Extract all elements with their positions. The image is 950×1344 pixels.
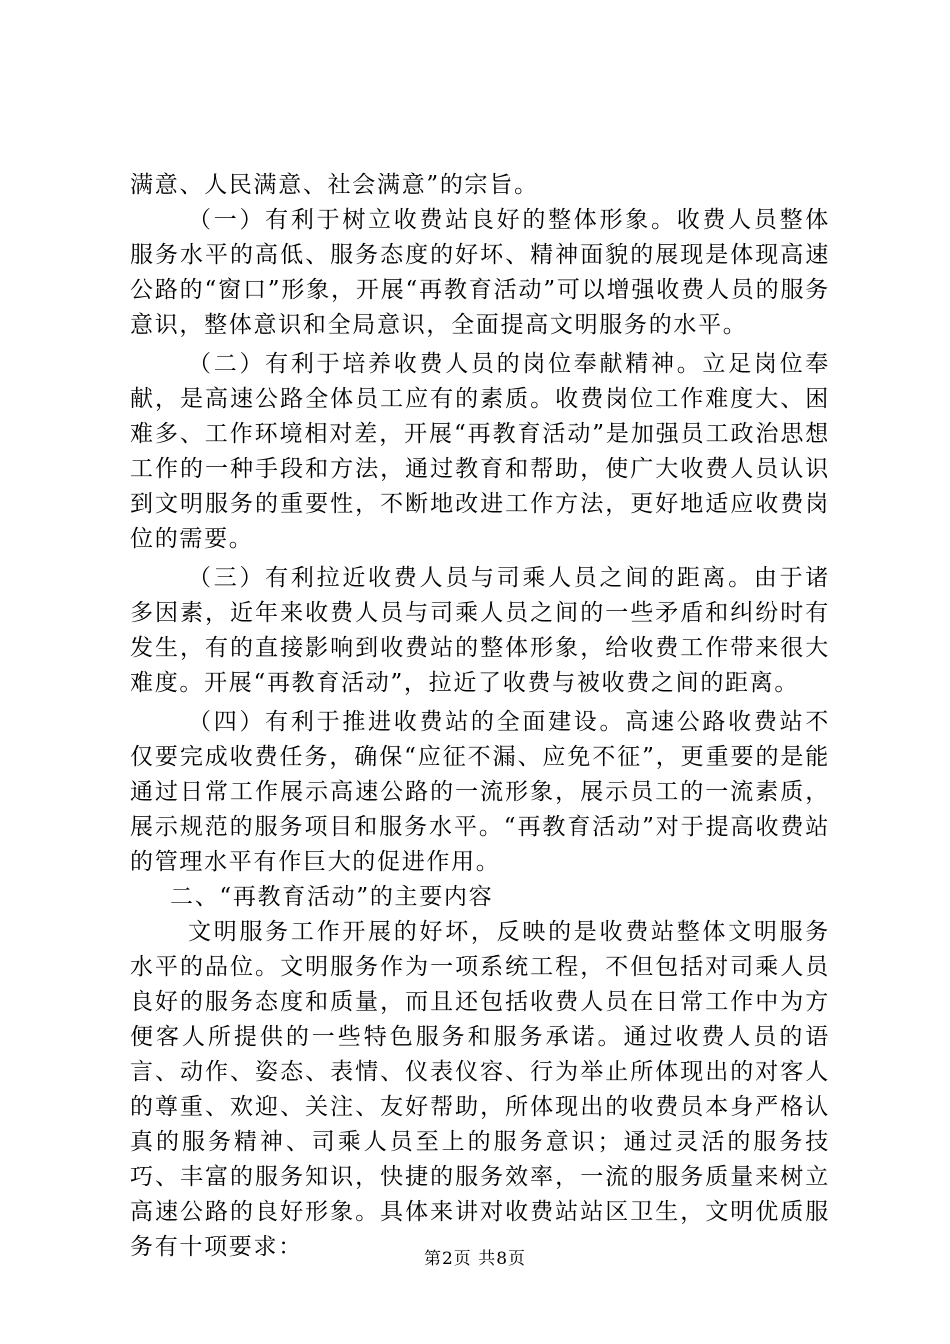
paragraph-point-4: （四）有利于推进收费站的全面建设。高速公路收费站不仅要完成收费任务，确保“应征不漏、应免不征”，更重要的是能通过日常工作展示高速公路的一流形象，展示员工的一流素质，展示规范的服务项目和服务水平。“再教育活动”对于提高收费站的管理水平有作巨大的促进作用。	[130, 709, 830, 875]
page-number: 第2页 共8页	[423, 1249, 527, 1269]
paragraph-continuation: 满意、人民满意、社会满意”的宗旨。	[130, 172, 539, 198]
paragraph-content: 文明服务工作开展的好坏，反映的是收费站整体文明服务水平的品位。文明服务作为一项系统工程，不但包括对司乘人员良好的服务态度和质量，而且还包括收费人员在日常工作中为方便客人所提供的一些特色服务和服务承诺。通过收费人员的语言、动作、姿态、表情、仪表仪容、行为举止所体现出的对客人的尊重、欢迎、关注、友好帮助，所体现出的收费员本身严格认真的服务精神、司乘人员至上的服务意识；通过灵活的服务技巧、丰富的服务知识，快捷的服务效率，一流的服务质量来树立高速公路的良好形象。具体来讲对收费站站区卫生，文明优质服务有十项要求：	[130, 919, 830, 1260]
paragraph-point-2: （二）有利于培养收费人员的岗位奉献精神。立足岗位奉献，是高速公路全体员工应有的素质。收费岗位工作难度大、困难多、工作环境相对差，开展“再教育活动”是加强员工政治思想工作的一种手段和方法，通过教育和帮助，使广大收费人员认识到文明服务的重要性，不断地改进工作方法，更好地适应收费岗位的需要。	[130, 351, 830, 552]
paragraph-point-3: （三）有利拉近收费人员与司乘人员之间的距离。由于诸多因素，近年来收费人员与司乘人员之间的一些矛盾和纠纷时有发生，有的直接影响到收费站的整体形象，给收费工作带来很大难度。开展“再教育活动”，拉近了收费与被收费之间的距离。	[130, 565, 830, 696]
section-heading: 二、“再教育活动”的主要内容	[170, 884, 494, 910]
paragraph-point-1: （一）有利于树立收费站良好的整体形象。收费人员整体服务水平的高低、服务态度的好坏、精神面貌的展现是体现高速公路的“窗口”形象，开展“再教育活动”可以增强收费人员的服务意识，整体意识和全局意识，全面提高文明服务的水平。	[130, 207, 830, 338]
document-body	[130, 168, 830, 1265]
